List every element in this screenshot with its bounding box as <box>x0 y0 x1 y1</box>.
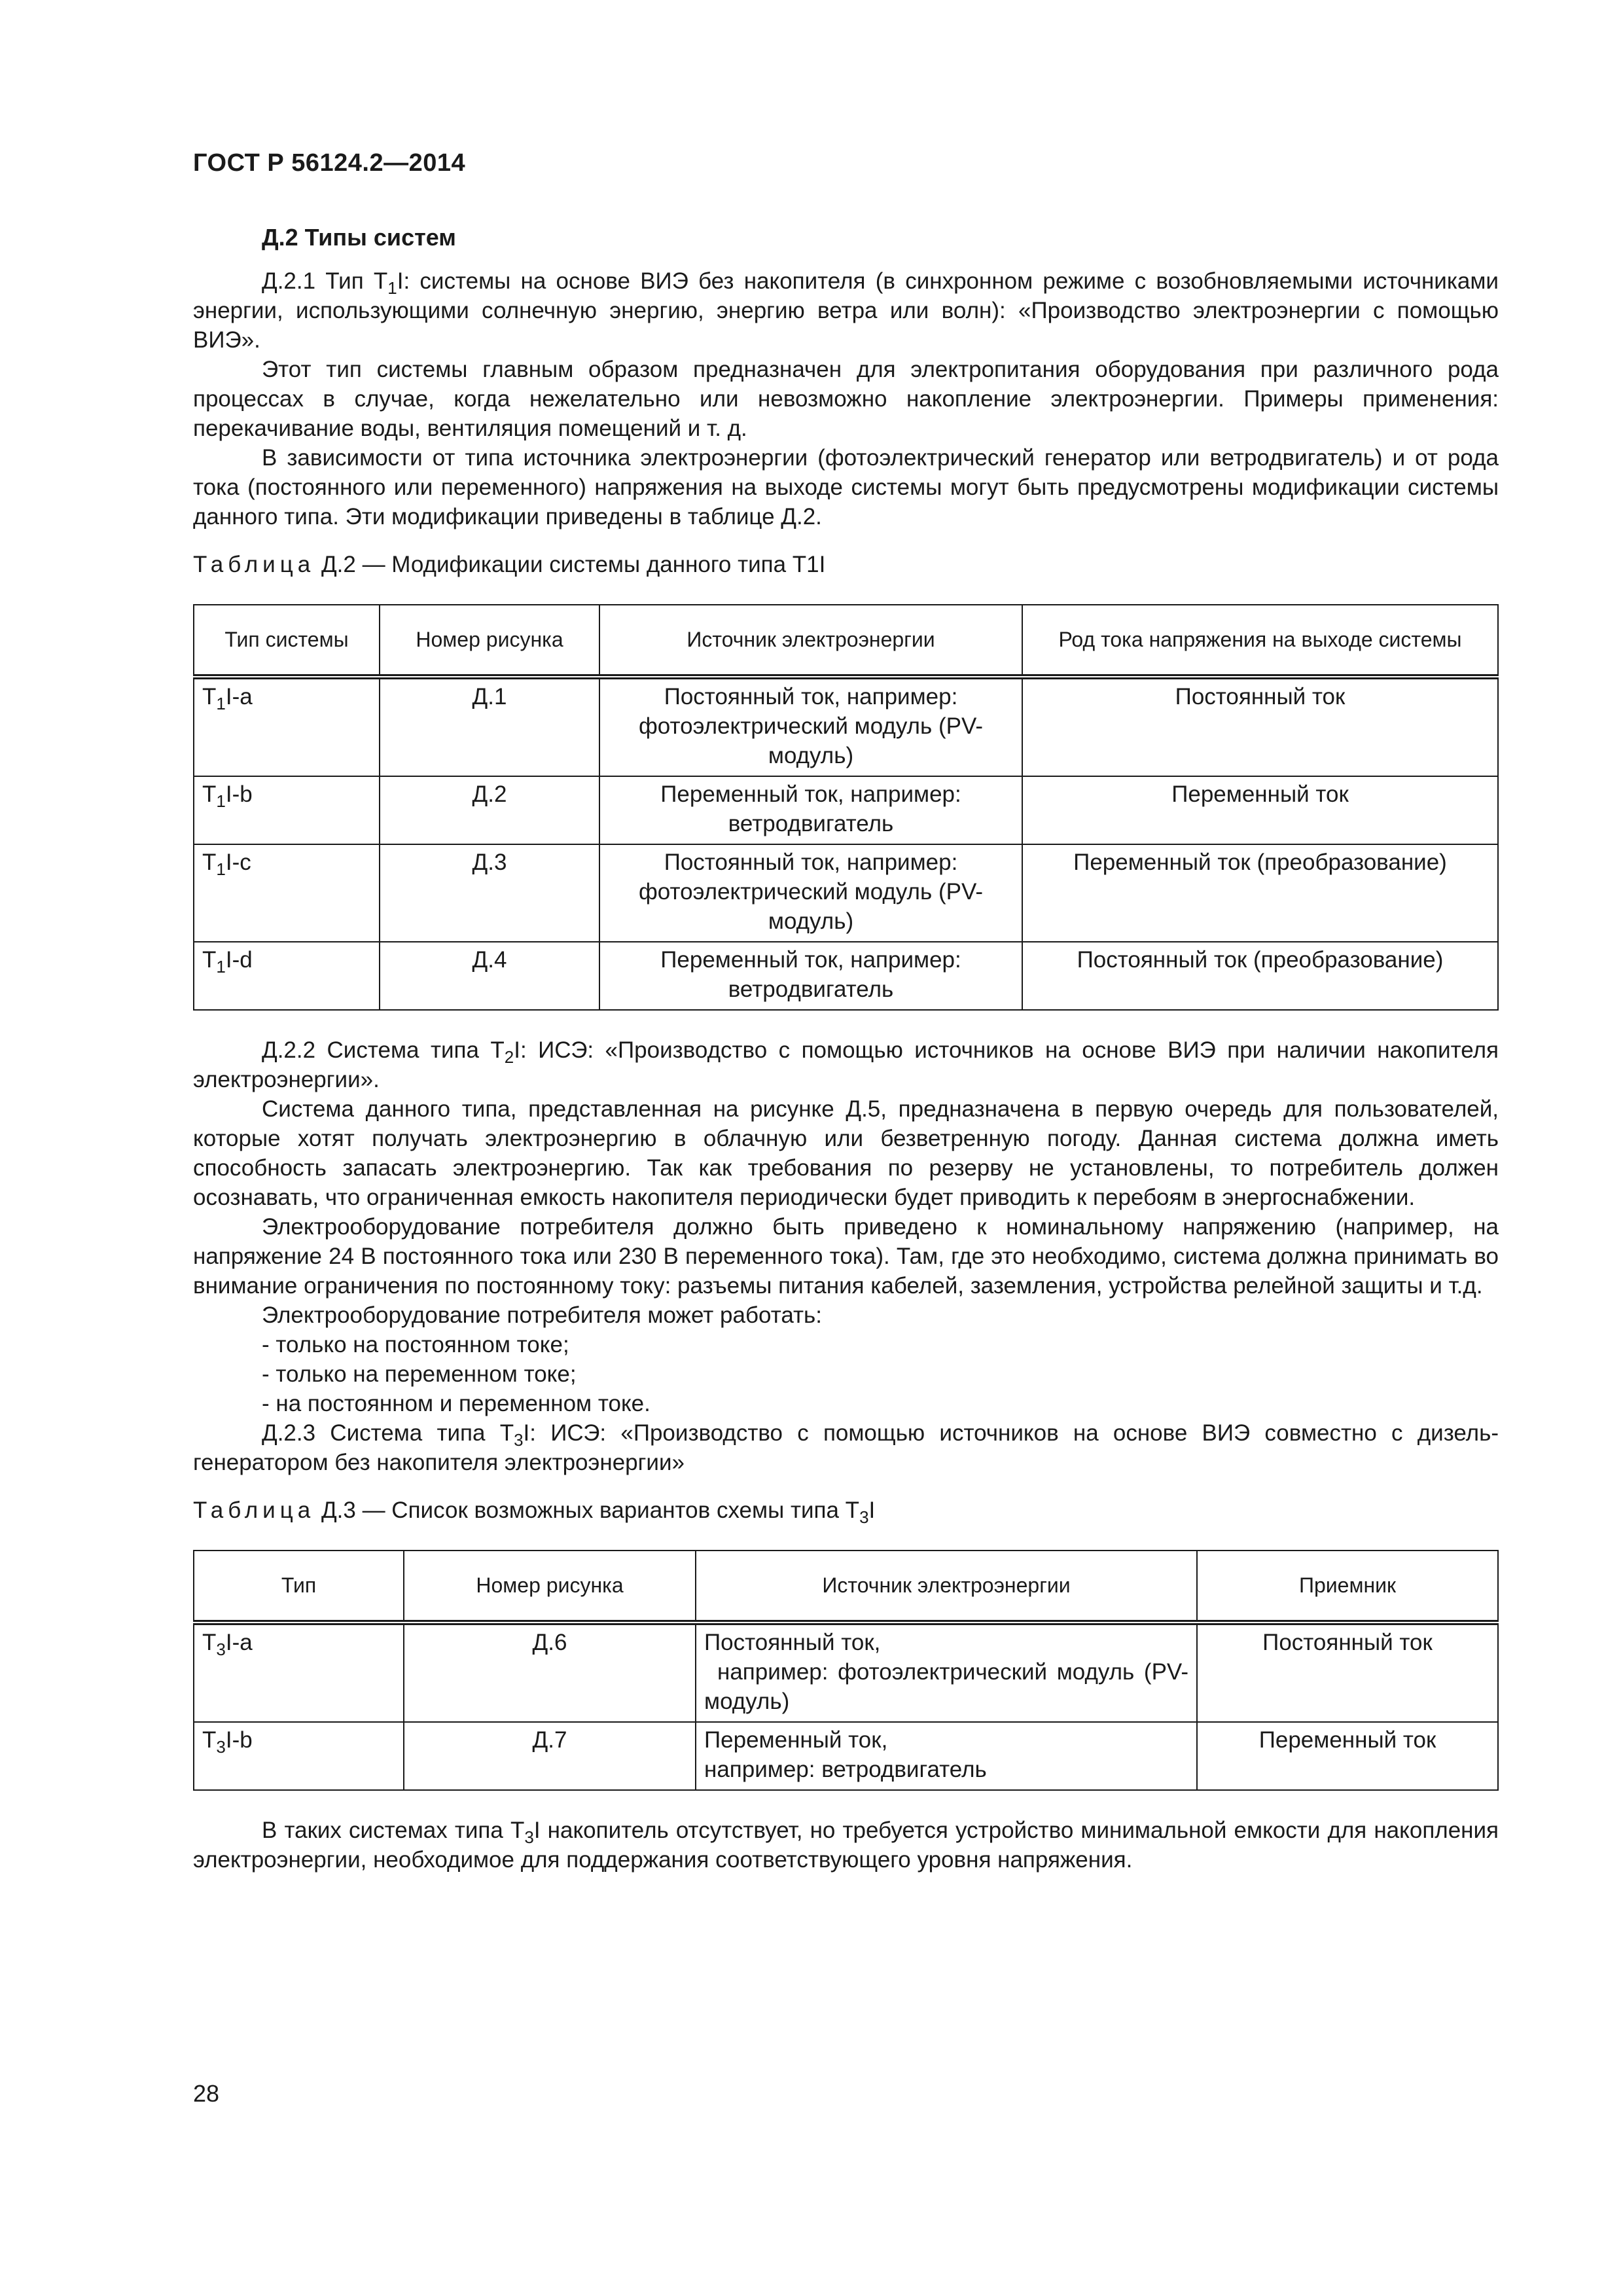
cell-system-type: $Т_1I-d$ <box>194 942 380 1010</box>
paragraph-closing: В таких системах типа $Т_3I$ накопитель отсутствует, но требуется устройство минимальной емкости для накопления электроэнергии, необходимое для поддержания соответствующего уровня напряжения. <box>193 1818 1499 1873</box>
cell-output-current: Постоянный ток (преобразование) <box>1022 942 1498 1010</box>
cell-power-source: Постоянный ток, например: фотоэлектрический модуль (PV-модуль) <box>696 1623 1197 1722</box>
cell-power-source: Постоянный ток, например: фотоэлектрический модуль (PV-модуль) <box>599 677 1022 776</box>
table-header-cell: Источник электроэнергии <box>696 1551 1197 1623</box>
list-item: - на постоянном и переменном токе. <box>262 1391 651 1416</box>
cell-output-current: Переменный ток (преобразование) <box>1022 844 1498 942</box>
table-header-cell: Номер рисунка <box>404 1551 696 1623</box>
paragraph-d23: Д.2.3 Система типа $Т_3I$: ИСЭ: «Производство с помощью источников на основе ВИЭ совместно с дизель-генератором без накопителя электроэнергии» <box>193 1420 1499 1475</box>
table-header-cell: Приемник <box>1197 1551 1498 1623</box>
mode-list <box>193 1330 1499 1418</box>
table-header-cell: Тип <box>194 1551 404 1623</box>
cell-scheme-type: $Т_3I-b$ <box>194 1722 404 1790</box>
table-d3 <box>193 1550 1499 1791</box>
table-header-cell: Тип системы <box>194 605 380 677</box>
paragraph-d21-purpose: Этот тип системы главным образом предназначен для электропитания оборудования при различного рода процессах в случае, когда нежелательно или невозможно накопление электроэнергии. Примеры применения: перекачивание воды, вентиляция помещений и т. д. <box>193 357 1499 441</box>
cell-scheme-type: $Т_3I-a$ <box>194 1623 404 1722</box>
cell-receiver: Постоянный ток <box>1197 1623 1498 1722</box>
table-header-row <box>194 605 1498 677</box>
paragraph-d22: Д.2.2 Система типа $Т_2I$: ИСЭ: «Производство с помощью источников на основе ВИЭ при наличии накопителя электроэнергии». <box>193 1037 1499 1092</box>
table-row <box>194 1722 1498 1790</box>
cell-power-source: Переменный ток, например: ветродвигатель <box>599 942 1022 1010</box>
document-header: ГОСТ Р 56124.2—2014 <box>193 149 466 177</box>
table-d2 <box>193 604 1499 1011</box>
cell-figure-number: Д.2 <box>380 776 599 844</box>
cell-system-type: $Т_1I-b$ <box>194 776 380 844</box>
section-title: Д.2 Типы систем <box>262 224 456 251</box>
paragraph-d21: Д.2.1 Тип $Т_1I$: системы на основе ВИЭ без накопителя (в синхронном режиме с возобновляемыми источниками энергии, использующими солнечную энергию, энергию ветра или волн): «Производство электроэнергии с помощью ВИЭ». <box>193 268 1499 353</box>
table-header-cell: Род тока напряжения на выходе системы <box>1022 605 1498 677</box>
table-row <box>194 1623 1498 1722</box>
table-row <box>194 776 1498 844</box>
document-body <box>193 223 1499 1874</box>
cell-figure-number: Д.6 <box>404 1623 696 1722</box>
cell-power-source: Переменный ток, например: ветродвигатель <box>599 776 1022 844</box>
cell-figure-number: Д.7 <box>404 1722 696 1790</box>
cell-figure-number: Д.4 <box>380 942 599 1010</box>
table-d3-caption: Таблица Д.3 — Список возможных вариантов схемы типа $Т_3I$ <box>193 1498 876 1527</box>
paragraph-d22-purpose: Система данного типа, представленная на рисунке Д.5, предназначена в первую очередь для пользователей, которые хотят получать электроэнергию в облачную или безветренную погоду. Данная система должна иметь способность запасать электроэнергию. Так как требования по резерву не установлены, то потребитель должен осознавать, что ограниченная емкость накопителя периодически будет приводить к перебоям в энергоснабжении. <box>193 1096 1499 1210</box>
table-header-cell: Источник электроэнергии <box>599 605 1022 677</box>
cell-system-type: $Т_1I-c$ <box>194 844 380 942</box>
table-row <box>194 942 1498 1010</box>
cell-output-current: Переменный ток <box>1022 776 1498 844</box>
list-item: - только на переменном токе; <box>262 1361 577 1387</box>
cell-figure-number: Д.3 <box>380 844 599 942</box>
cell-output-current: Постоянный ток <box>1022 677 1498 776</box>
page-number: 28 <box>193 2080 220 2107</box>
table-row <box>194 677 1498 776</box>
cell-power-source: Переменный ток, например: ветродвигатель <box>696 1722 1197 1790</box>
table-header-cell: Номер рисунка <box>380 605 599 677</box>
paragraph-d22-modes: Электрооборудование потребителя может работать: <box>262 1302 823 1328</box>
table-d2-caption: Таблица Д.2 — Модификации системы данного типа Т1I <box>193 552 826 577</box>
list-item: - только на постоянном токе; <box>262 1332 569 1357</box>
paragraph-d22-voltage: Электрооборудование потребителя должно быть приведено к номинальному напряжению (например, на напряжение 24 В постоянного тока или 230 В переменного тока). Там, где это необходимо, система должна принимать во внимание ограничения по постоянному току: разъемы питания кабелей, заземления, устройства релейной защиты и т.д. <box>193 1214 1499 1299</box>
cell-receiver: Переменный ток <box>1197 1722 1498 1790</box>
cell-system-type: $Т_1I-a$ <box>194 677 380 776</box>
cell-power-source: Постоянный ток, например: фотоэлектрический модуль (PV-модуль) <box>599 844 1022 942</box>
table-row <box>194 844 1498 942</box>
cell-figure-number: Д.1 <box>380 677 599 776</box>
table-header-row <box>194 1551 1498 1623</box>
paragraph-d21-modifications: В зависимости от типа источника электроэнергии (фотоэлектрический генератор или ветродвигатель) и от рода тока (постоянного или переменного) напряжения на выходе системы могут быть предусмотрены модификации системы данного типа. Эти модификации приведены в таблице Д.2. <box>193 445 1499 529</box>
